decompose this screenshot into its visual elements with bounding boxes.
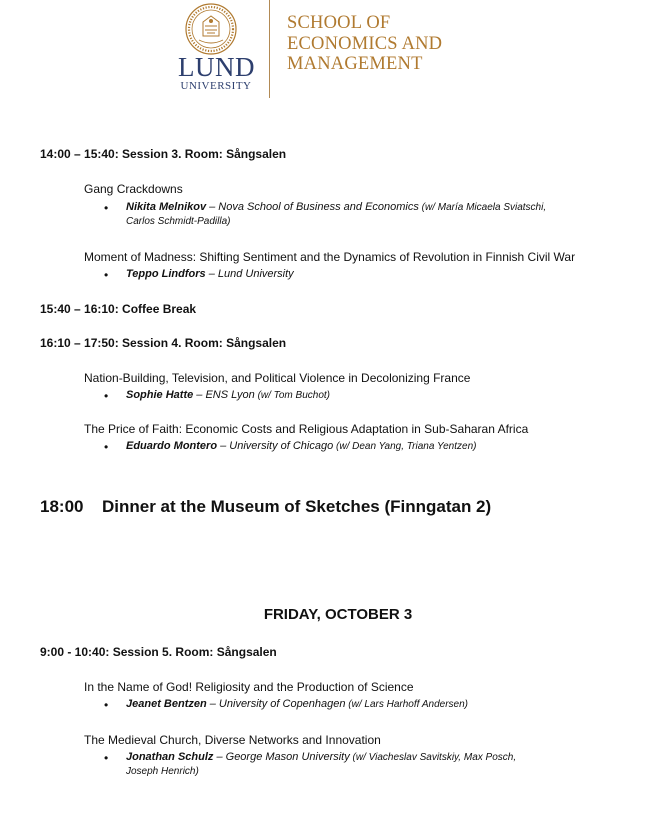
talk-title: The Medieval Church, Diverse Networks and Innovation: [84, 733, 381, 747]
speaker-affiliation: – Lund University: [205, 268, 294, 280]
school-name-line: SCHOOL OF: [287, 13, 391, 33]
dinner-text: Dinner at the Museum of Sketches (Finngatan 2): [102, 497, 492, 516]
session-time-slot: 14:00 – 15:40: Session 3. Room: Sångsalen: [40, 147, 287, 161]
university-name: LUND: [178, 52, 255, 82]
header-divider: [269, 0, 270, 98]
talk-title: In the Name of God! Religiosity and the Production of Science: [84, 680, 414, 694]
bullet: •: [104, 440, 109, 454]
speaker-name: Jeanet Bentzen: [126, 698, 207, 710]
bullet: •: [104, 389, 109, 403]
page-header: [0, 0, 661, 110]
speaker-name: Eduardo Montero: [126, 440, 218, 452]
speaker-affiliation: – Nova School of Business and Economics: [206, 201, 419, 213]
coauthors: (w/ Tom Buchot): [254, 390, 331, 401]
bullet: •: [104, 201, 109, 215]
coauthors: (w/ Viacheslav Savitskiy, Max Posch,: [349, 752, 517, 763]
school-name-line: ECONOMICS AND: [287, 33, 443, 54]
university-subtitle: UNIVERSITY: [180, 80, 252, 92]
speaker-name: Nikita Melnikov: [126, 201, 207, 213]
dinner-time: 18:00: [40, 497, 84, 516]
speaker-line: [126, 389, 330, 401]
coauthors: (w/ María Micaela Sviatschi,: [418, 202, 547, 213]
talk-title: Gang Crackdowns: [84, 182, 183, 196]
speaker-line: [126, 440, 476, 452]
coauthors-continued: Joseph Henrich): [126, 766, 199, 777]
speaker-affiliation: – University of Copenhagen: [206, 698, 346, 710]
bullet: •: [104, 751, 109, 765]
coauthors-continued: Carlos Schmidt-Padilla): [126, 216, 231, 227]
speaker-name: Sophie Hatte: [126, 389, 194, 401]
coauthors: (w/ Lars Harhoff Andersen): [345, 699, 468, 710]
lund-seal-logo: [183, 2, 239, 56]
talk-title: Moment of Madness: Shifting Sentiment and the Dynamics of Revolution in Finnish Civil War: [84, 250, 576, 264]
school-name-line: MANAGEMENT: [287, 54, 423, 74]
talk-title: The Price of Faith: Economic Costs and Religious Adaptation in Sub-Saharan Africa: [84, 422, 529, 436]
speaker-line: [126, 201, 546, 213]
school-name: [287, 13, 517, 75]
dinner-line: [40, 497, 491, 517]
coffee-break-slot: 15:40 – 16:10: Coffee Break: [40, 302, 197, 316]
speaker-affiliation: – George Mason University: [213, 751, 350, 763]
speaker-line: [126, 751, 516, 763]
speaker-line: [126, 268, 294, 280]
speaker-name: Jonathan Schulz: [126, 751, 214, 763]
speaker-name: Teppo Lindfors: [126, 268, 206, 280]
bullet: •: [104, 268, 109, 282]
session-time-slot: 9:00 - 10:40: Session 5. Room: Sångsalen: [40, 645, 277, 659]
bullet: •: [104, 698, 109, 712]
session-time-slot: 16:10 – 17:50: Session 4. Room: Sångsalen: [40, 336, 287, 350]
speaker-affiliation: – ENS Lyon: [193, 389, 255, 401]
speaker-affiliation: – University of Chicago: [217, 440, 334, 452]
day-heading: FRIDAY, OCTOBER 3: [263, 606, 413, 623]
coauthors: (w/ Dean Yang, Triana Yentzen): [333, 441, 477, 452]
talk-title: Nation-Building, Television, and Political Violence in Decolonizing France: [84, 371, 471, 385]
speaker-line: [126, 698, 468, 710]
